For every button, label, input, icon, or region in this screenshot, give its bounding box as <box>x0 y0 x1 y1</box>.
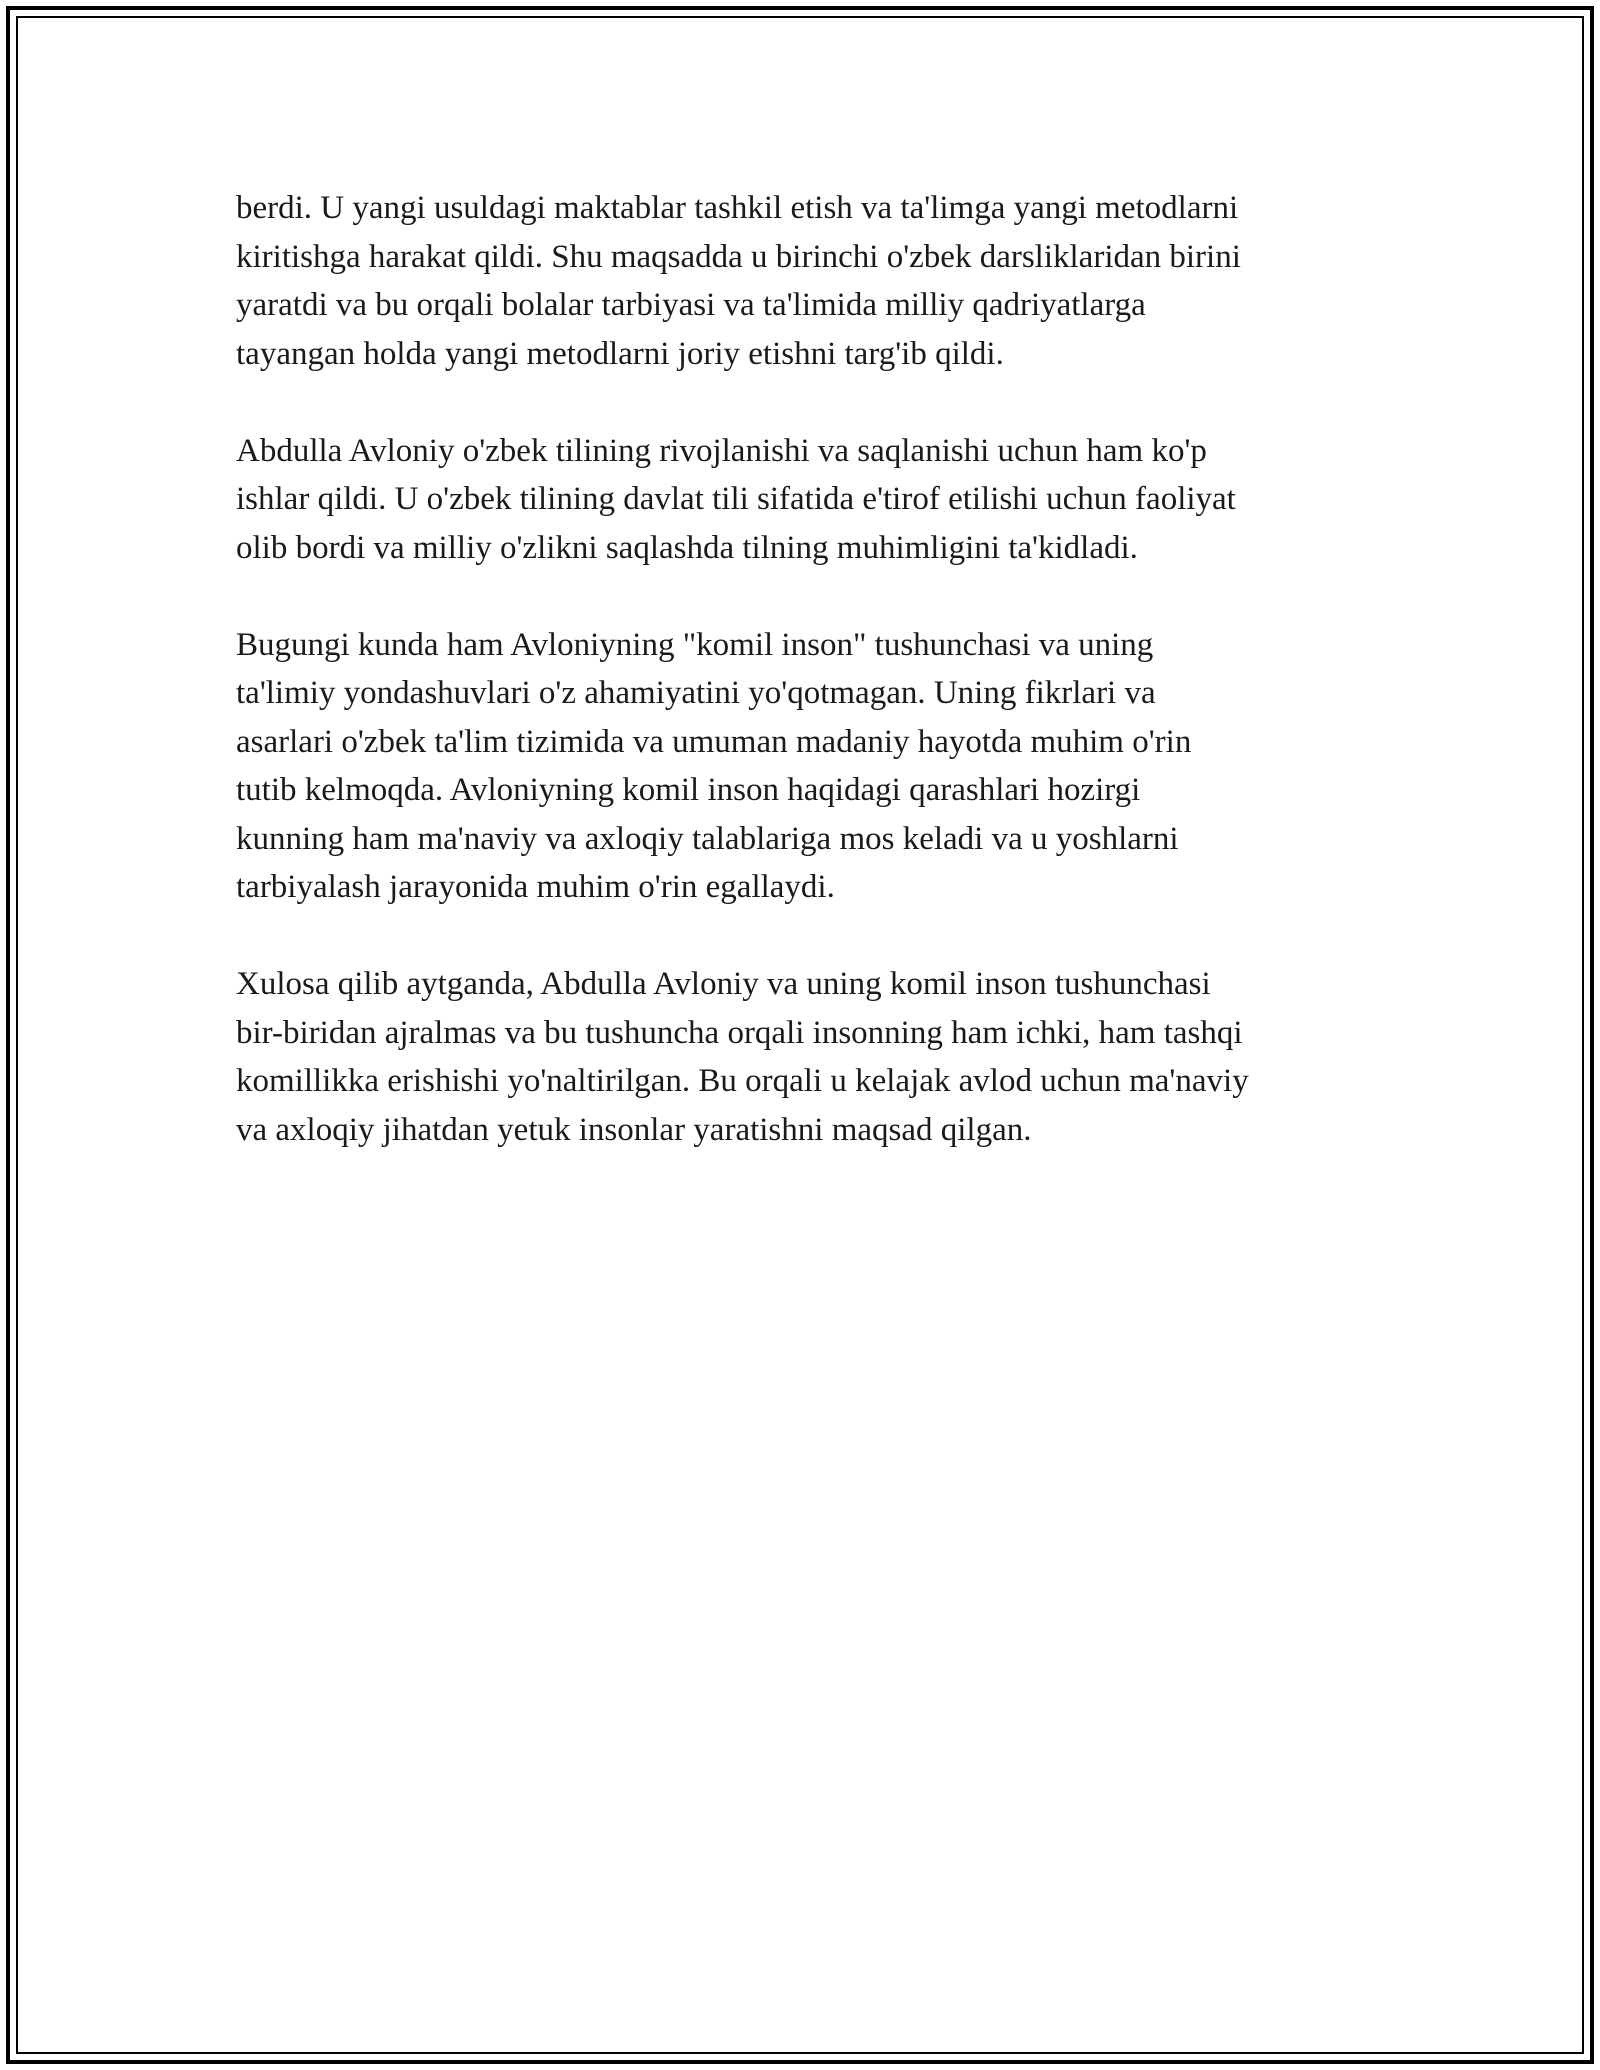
paragraph-line: olib bordi va milliy o'zlikni saqlashda tilning muhimligini ta'kidladi. <box>236 529 1138 566</box>
paragraph-2 <box>236 427 1386 573</box>
document-body <box>236 184 1386 1203</box>
paragraph-line: kunning ham ma'naviy va axloqiy talablariga mos keladi va u yoshlarni <box>236 820 1179 857</box>
paragraph-line: Bugungi kunda ham Avloniyning "komil inson" tushunchasi va uning <box>236 626 1154 663</box>
paragraph-line: bir-biridan ajralmas va bu tushuncha orqali insonning ham ichki, ham tashqi <box>236 1014 1243 1051</box>
paragraph-line: kiritishga harakat qildi. Shu maqsadda u birinchi o'zbek darsliklaridan birini <box>236 238 1241 275</box>
paragraph-line: komillikka erishishi yo'naltirilgan. Bu orqali u kelajak avlod uchun ma'naviy <box>236 1063 1249 1099</box>
paragraph-3 <box>236 621 1386 912</box>
paragraph-line: Xulosa qilib aytganda, Abdulla Avloniy va uning komil inson tushunchasi <box>236 966 1211 1002</box>
paragraph-line: berdi. U yangi usuldagi maktablar tashkil etish va ta'limga yangi metodlarni <box>236 190 1239 226</box>
paragraph-line: asarlari o'zbek ta'lim tizimida va umuman madaniy hayotda muhim o'rin <box>236 723 1192 760</box>
paragraph-1 <box>236 184 1386 378</box>
paragraph-line: tayangan holda yangi metodlarni joriy etishni targ'ib qildi. <box>236 335 1004 372</box>
paragraph-line: Abdulla Avloniy o'zbek tilining rivojlanishi va saqlanishi uchun ham ko'p <box>236 432 1207 469</box>
paragraph-line: ishlar qildi. U o'zbek tilining davlat tili sifatida e'tirof etilishi uchun faoliyat <box>236 481 1236 517</box>
paragraph-line: tutib kelmoqda. Avloniyning komil inson haqidagi qarashlari hozirgi <box>236 772 1141 808</box>
paragraph-line: ta'limiy yondashuvlari o'z ahamiyatini yo'qotmagan. Uning fikrlari va <box>236 675 1156 711</box>
paragraph-line: yaratdi va bu orqali bolalar tarbiyasi va ta'limida milliy qadriyatlarga <box>236 287 1146 323</box>
paragraph-4 <box>236 960 1386 1154</box>
paragraph-line: va axloqiy jihatdan yetuk insonlar yaratishni maqsad qilgan. <box>236 1111 1032 1148</box>
paragraph-line: tarbiyalash jarayonida muhim o'rin egallaydi. <box>236 869 835 905</box>
